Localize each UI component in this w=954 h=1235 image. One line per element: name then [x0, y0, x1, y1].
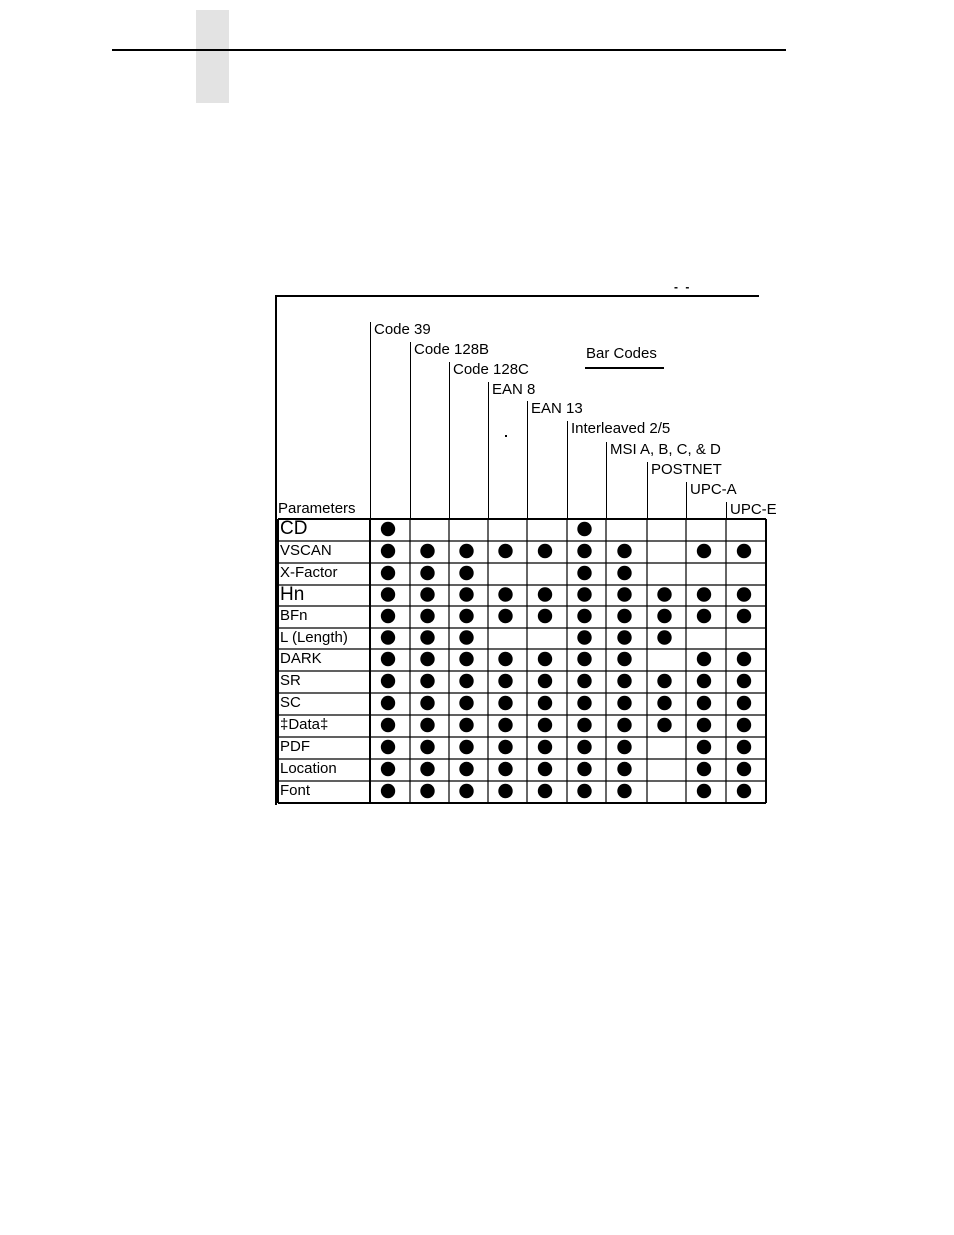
support-dot [577, 587, 591, 601]
support-dot [538, 762, 552, 776]
support-dot [381, 544, 395, 558]
support-dot [657, 609, 671, 623]
support-dot [617, 696, 631, 710]
support-dot [617, 544, 631, 558]
support-dot [657, 696, 671, 710]
column-header: MSI A, B, C, & D [610, 441, 721, 458]
support-dot [381, 522, 395, 536]
support-dot [538, 544, 552, 558]
support-dot [538, 674, 552, 688]
support-dot [577, 630, 591, 644]
support-dot [697, 609, 711, 623]
support-dot [617, 718, 631, 732]
support-dot [737, 544, 751, 558]
row-label: DARK [280, 650, 322, 667]
support-dot [420, 784, 434, 798]
row-label: X-Factor [280, 564, 338, 581]
support-dot [577, 566, 591, 580]
row-label: L (Length) [280, 628, 348, 646]
row-label: BFn [280, 607, 308, 624]
corner-marks: - - [674, 280, 692, 294]
column-header: POSTNET [651, 461, 722, 478]
support-dot [459, 566, 473, 580]
support-dot [498, 718, 512, 732]
support-dot [498, 652, 512, 666]
support-dot [420, 674, 434, 688]
support-dot [538, 609, 552, 623]
support-dot [538, 718, 552, 732]
support-dot [381, 718, 395, 732]
support-dot [577, 696, 591, 710]
support-dot [498, 609, 512, 623]
support-dot [381, 587, 395, 601]
support-dot [697, 587, 711, 601]
support-dot [420, 762, 434, 776]
support-dot [617, 762, 631, 776]
row-label: Location [280, 760, 337, 777]
support-dot [737, 718, 751, 732]
support-dot [538, 740, 552, 754]
support-dot [420, 587, 434, 601]
support-dot [420, 652, 434, 666]
support-dot [459, 718, 473, 732]
support-dot [697, 696, 711, 710]
support-dot [498, 784, 512, 798]
support-dot [577, 762, 591, 776]
support-dot [697, 718, 711, 732]
support-dot [577, 609, 591, 623]
support-dot [697, 652, 711, 666]
support-dot [420, 544, 434, 558]
support-dot [381, 740, 395, 754]
parameters-label: Parameters [278, 500, 356, 517]
support-dot [697, 544, 711, 558]
column-header: Code 39 [374, 321, 431, 338]
support-dot [420, 718, 434, 732]
support-dot [737, 652, 751, 666]
support-dot [459, 652, 473, 666]
support-dot [459, 740, 473, 754]
support-dot [498, 762, 512, 776]
support-dot [617, 630, 631, 644]
row-label: CD [280, 518, 308, 539]
support-dot [420, 609, 434, 623]
support-dot [697, 740, 711, 754]
row-label: SR [280, 672, 301, 689]
support-dot [459, 784, 473, 798]
support-dot [657, 630, 671, 644]
support-dot [459, 630, 473, 644]
column-header: EAN 13 [531, 400, 583, 417]
column-header: UPC-A [690, 481, 737, 498]
row-label: Font [280, 782, 311, 799]
support-dot [737, 696, 751, 710]
chart-title: Bar Codes [586, 345, 657, 362]
support-dot [459, 544, 473, 558]
support-dot [657, 674, 671, 688]
row-label: SC [280, 694, 301, 711]
support-dot [617, 674, 631, 688]
support-dot [538, 652, 552, 666]
support-dot [498, 696, 512, 710]
support-dot [617, 609, 631, 623]
support-dot [577, 674, 591, 688]
support-dot [577, 740, 591, 754]
support-dot [498, 740, 512, 754]
support-dot [657, 718, 671, 732]
support-dot [577, 652, 591, 666]
support-dot [737, 609, 751, 623]
support-dot [459, 609, 473, 623]
support-dot [381, 674, 395, 688]
support-dot [498, 544, 512, 558]
support-dot [459, 696, 473, 710]
column-header: Code 128C [453, 361, 529, 378]
support-dot [617, 566, 631, 580]
support-dot [498, 587, 512, 601]
support-dot [381, 696, 395, 710]
support-dot [538, 696, 552, 710]
support-dot [459, 674, 473, 688]
support-dot [737, 587, 751, 601]
column-header: EAN 8 [492, 381, 536, 398]
support-dot [459, 587, 473, 601]
support-dot [617, 740, 631, 754]
support-dot [657, 587, 671, 601]
support-dot [617, 587, 631, 601]
support-dot [617, 784, 631, 798]
support-dot [737, 762, 751, 776]
column-header: UPC-E [730, 501, 777, 518]
support-dot [538, 784, 552, 798]
support-dot [381, 784, 395, 798]
support-dot [697, 784, 711, 798]
row-label: ‡Data‡ [280, 716, 329, 733]
support-dot [381, 762, 395, 776]
support-dot [420, 630, 434, 644]
support-dot [381, 566, 395, 580]
support-dot [498, 674, 512, 688]
support-dot [381, 609, 395, 623]
support-dot [577, 718, 591, 732]
row-label: Hn [280, 583, 305, 605]
support-dot [538, 587, 552, 601]
support-dot [459, 762, 473, 776]
support-dot [697, 762, 711, 776]
support-dot [697, 674, 711, 688]
support-dot [737, 674, 751, 688]
support-dot [577, 784, 591, 798]
support-dot [420, 566, 434, 580]
support-dot [577, 544, 591, 558]
support-dot [420, 740, 434, 754]
row-label: VSCAN [280, 542, 332, 559]
support-dot [420, 696, 434, 710]
support-dot [617, 652, 631, 666]
support-dot [381, 630, 395, 644]
column-header: Code 128B [414, 341, 490, 358]
column-header: Interleaved 2/5 [571, 420, 671, 437]
support-dot [737, 784, 751, 798]
support-dot [381, 652, 395, 666]
support-dot [577, 522, 591, 536]
row-label: PDF [280, 738, 310, 755]
support-dot [737, 740, 751, 754]
